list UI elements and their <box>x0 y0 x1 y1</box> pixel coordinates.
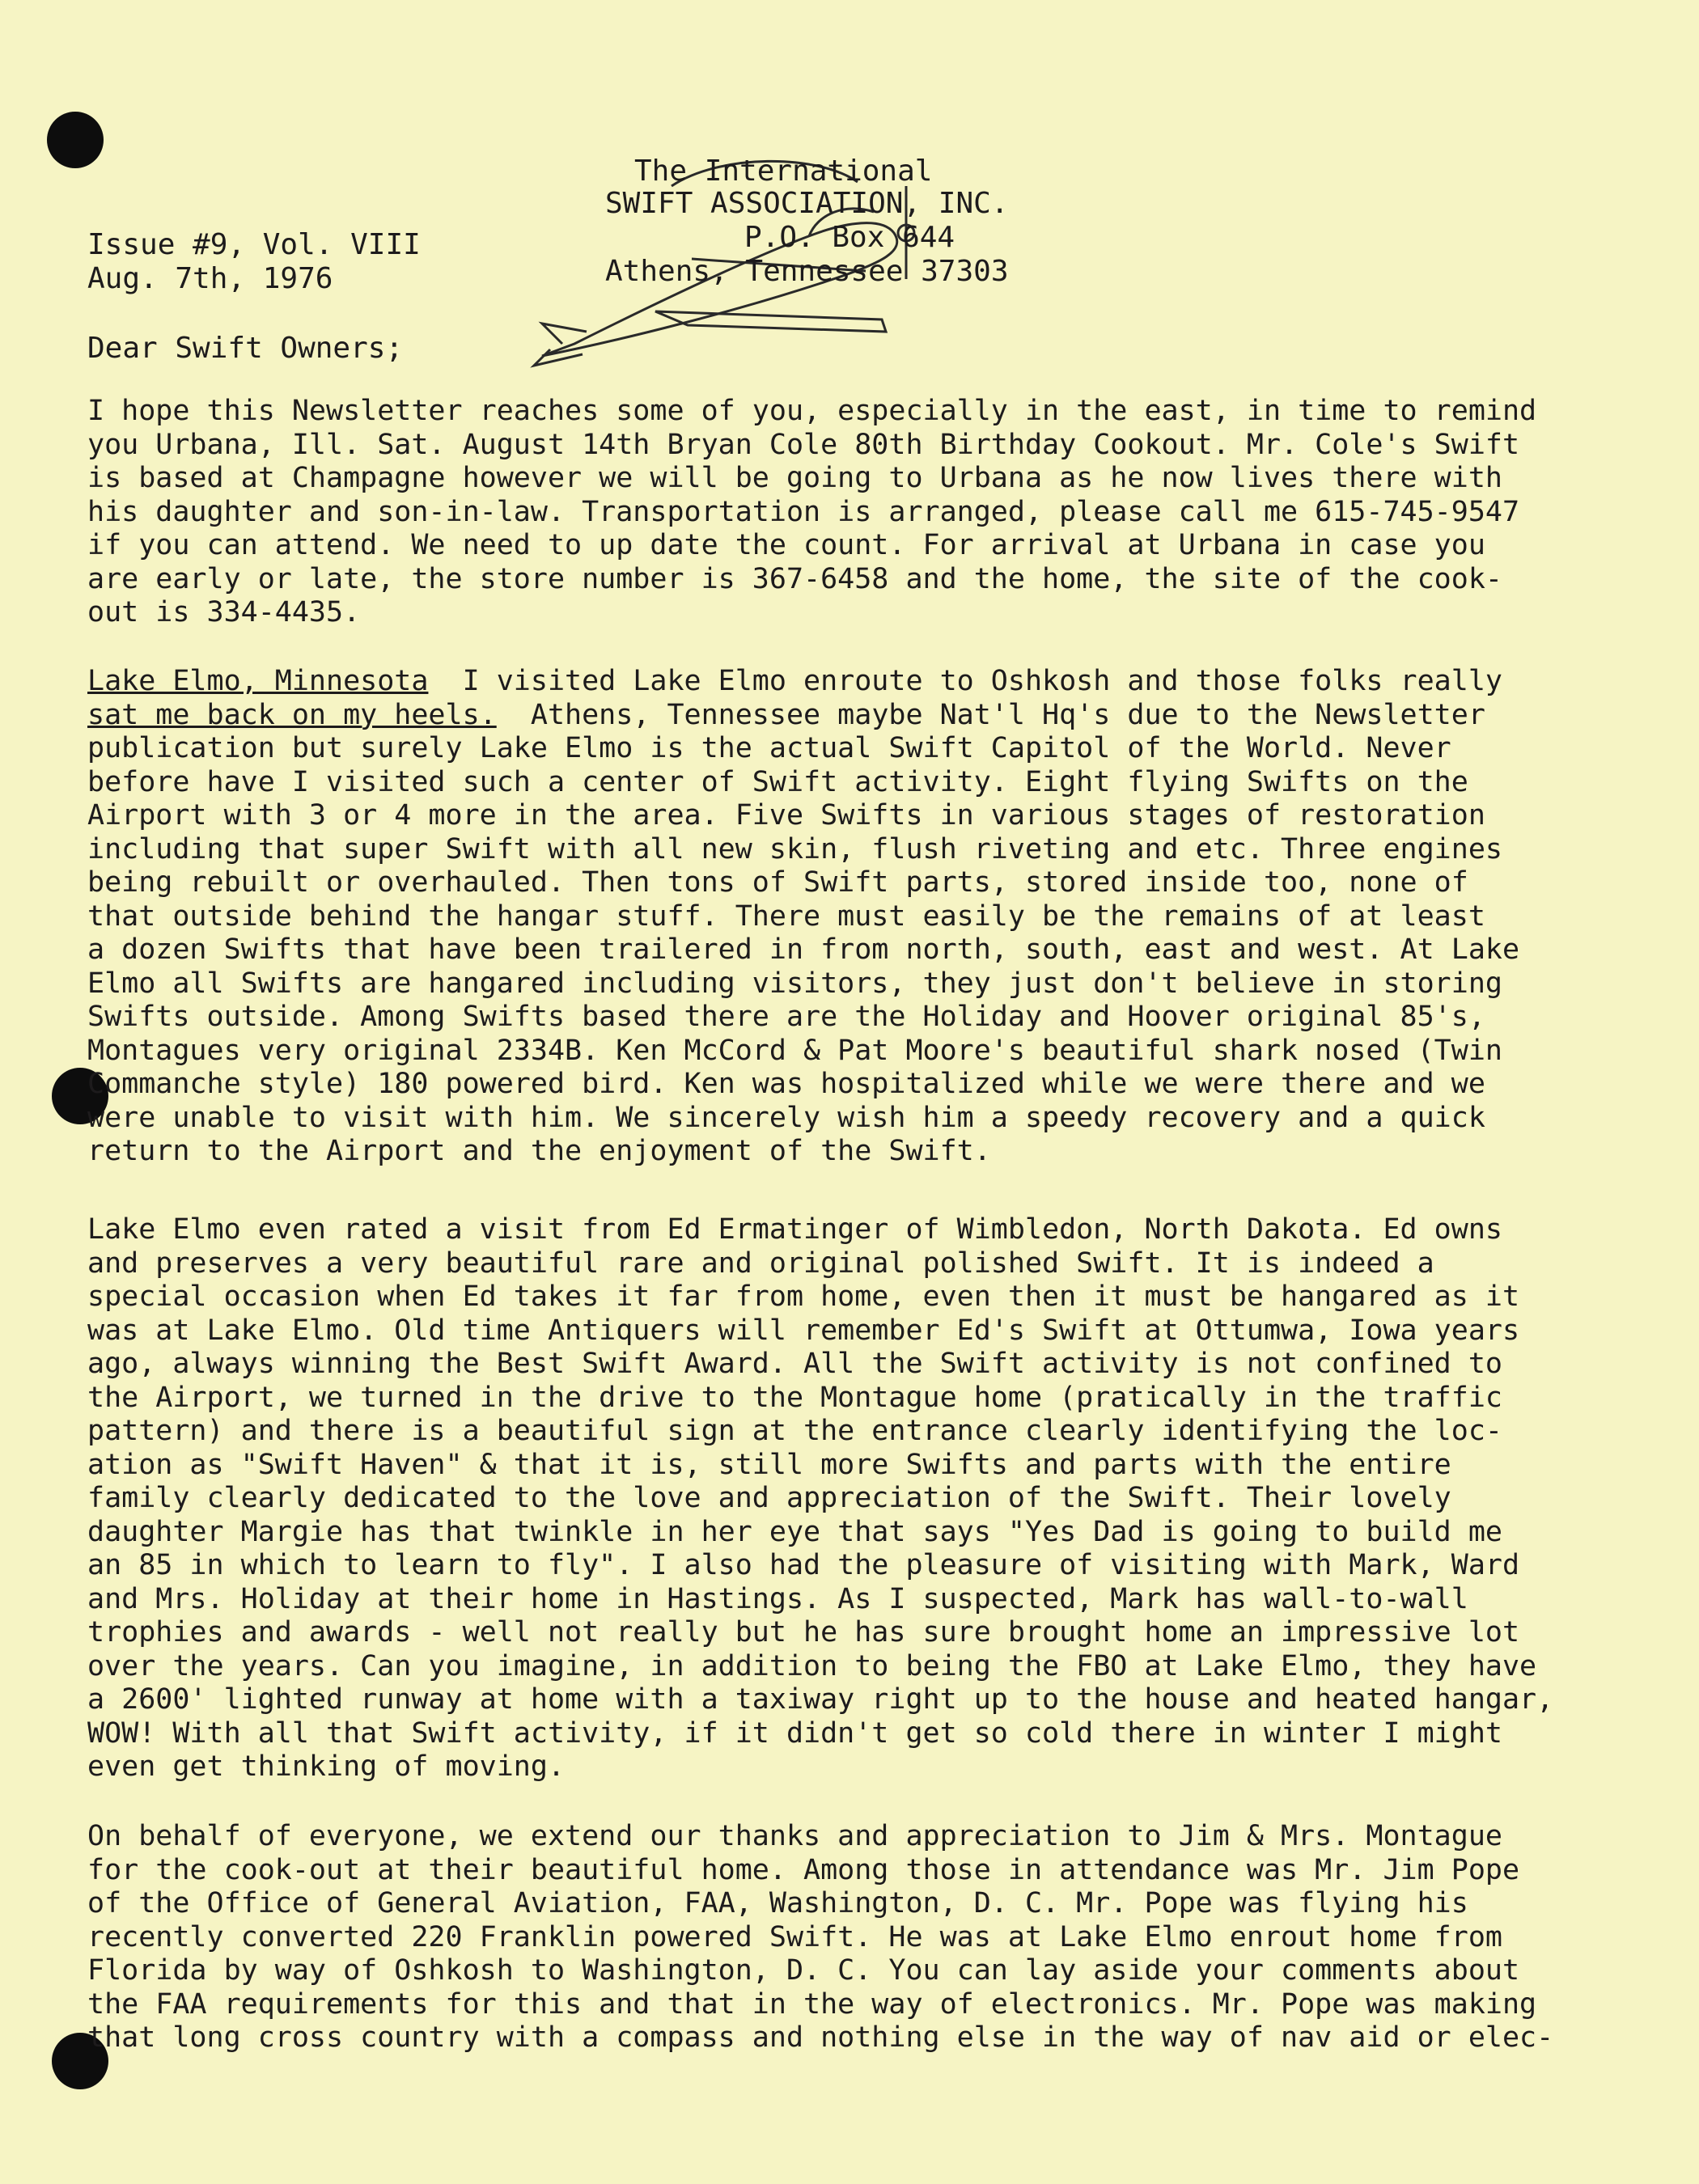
text-line: and Mrs. Holiday at their home in Hastings. As I suspected, Mark has wall-to-wall <box>87 1582 1468 1615</box>
text-line: and preserves a very beautiful rare and original polished Swift. It is indeed a <box>87 1246 1434 1280</box>
issue-info <box>87 228 421 296</box>
issue-date: Aug. 7th, 1976 <box>87 262 333 295</box>
text-line: sat me back on my heels. Athens, Tennessee maybe Nat'l Hq's due to the Newsletter <box>87 698 1485 731</box>
text-line: was at Lake Elmo. Old time Antiquers will remember Ed's Swift at Ottumwa, Iowa years <box>87 1314 1520 1347</box>
text-line: trophies and awards - well not really but he has sure brought home an impressive lot <box>87 1616 1520 1649</box>
text-line: out is 334-4435. <box>87 596 361 629</box>
text-line: for the cook-out at their beautiful home. Among those in attendance was Mr. Jim Pope <box>87 1853 1520 1886</box>
text-line: I hope this Newsletter reaches some of you, especially in the east, in time to remind <box>87 395 1537 427</box>
text-line: before have I visited such a center of Swift activity. Eight flying Swifts on the <box>87 765 1468 798</box>
text-line: the Airport, we turned in the drive to the Montague home (pratically in the traffic <box>87 1381 1502 1414</box>
text-line: Lake Elmo even rated a visit from Ed Ermatinger of Wimbledon, North Dakota. Ed owns <box>87 1213 1502 1246</box>
text-line: being rebuilt or overhauled. Then tons of Swift parts, stored inside too, none of <box>87 866 1468 899</box>
text-line: Elmo all Swifts are hangared including visitors, they just don't believe in storing <box>87 967 1502 1000</box>
text-line: Florida by way of Oshkosh to Washington, D. C. You can lay aside your comments about <box>87 1954 1520 1987</box>
text-line: daughter Margie has that twinkle in her eye that says "Yes Dad is going to build me <box>87 1515 1502 1548</box>
text-line: Lake Elmo, Minnesota I visited Lake Elmo enroute to Oshkosh and those folks really <box>87 665 1502 697</box>
letterhead <box>526 138 1011 380</box>
section-heading: Lake Elmo, Minnesota <box>87 665 429 697</box>
text-line: Montagues very original 2334B. Ken McCord & Pat Moore's beautiful shark nosed (Twin <box>87 1034 1502 1067</box>
text-line: Airport with 3 or 4 more in the area. Five Swifts in various stages of restoration <box>87 799 1485 832</box>
text-line: over the years. Can you imagine, in addition to being the FBO at Lake Elmo, they have <box>87 1649 1537 1682</box>
text-line: pattern) and there is a beautiful sign at the entrance clearly identifying the loc- <box>87 1415 1502 1447</box>
paragraph-cookout <box>87 395 1608 630</box>
text-line: of the Office of General Aviation, FAA, Washington, D. C. Mr. Pope was flying his <box>87 1887 1468 1919</box>
text-line: if you can attend. We need to up date the count. For arrival at Urbana in case you <box>87 529 1485 561</box>
salutation: Dear Swift Owners; <box>87 332 404 365</box>
text-line: return to the Airport and the enjoyment of the Swift. <box>87 1135 991 1167</box>
text-line: a dozen Swifts that have been trailered in from north, south, east and west. At Lake <box>87 933 1520 966</box>
text-line: that outside behind the hangar stuff. There must easily be the remains of at least <box>87 899 1485 933</box>
letterhead-line-3: P.O. Box 644 <box>744 221 955 254</box>
paragraph-ed-ermatinger <box>87 1213 1608 1784</box>
text-line: ation as "Swift Haven" & that it is, still more Swifts and parts with the entire <box>87 1448 1451 1481</box>
paragraph-lake-elmo <box>87 665 1608 1169</box>
text-line: WOW! With all that Swift activity, if it didn't get so cold there in winter I might <box>87 1716 1502 1750</box>
text-line: were unable to visit with him. We sincerely wish him a speedy recovery and a quick <box>87 1101 1485 1134</box>
text-line: are early or late, the store number is 367-6458 and the home, the site of the cook- <box>87 562 1502 595</box>
text-line: Commanche style) 180 powered bird. Ken was hospitalized while we were there and we <box>87 1068 1485 1100</box>
text-line: the FAA requirements for this and that in the way of electronics. Mr. Pope was making <box>87 1987 1537 2021</box>
text-line: his daughter and son-in-law. Transportation is arranged, please call me 615-745-9547 <box>87 495 1520 528</box>
letterhead-line-4: Athens, Tennessee 37303 <box>605 255 1009 288</box>
letterhead-line-1: The International <box>634 154 933 188</box>
text-line: family clearly dedicated to the love and appreciation of the Swift. Their lovely <box>87 1482 1451 1514</box>
text-line: you Urbana, Ill. Sat. August 14th Bryan Cole 80th Birthday Cookout. Mr. Cole's Swift <box>87 428 1520 461</box>
text-line: even get thinking of moving. <box>87 1750 566 1783</box>
text-line: Swifts outside. Among Swifts based there are the Holiday and Hoover original 85's, <box>87 1001 1485 1033</box>
text-line: that long cross country with a compass and nothing else in the way of nav aid or elec- <box>87 2021 1554 2054</box>
text-line: including that super Swift with all new skin, flush riveting and etc. Three engines <box>87 832 1502 866</box>
punch-hole-top <box>47 112 104 168</box>
text-line: is based at Champagne however we will be going to Urbana as he now lives there with <box>87 462 1502 494</box>
text-line: publication but surely Lake Elmo is the actual Swift Capitol of the World. Never <box>87 732 1451 764</box>
text-line: recently converted 220 Franklin powered Swift. He was at Lake Elmo enrout home from <box>87 1920 1502 1953</box>
text-line: ago, always winning the Best Swift Award. All the Swift activity is not confined to <box>87 1348 1502 1380</box>
issue-number: Issue #9, Vol. VIII <box>87 228 421 261</box>
text-line: On behalf of everyone, we extend our thanks and appreciation to Jim & Mrs. Montague <box>87 1820 1502 1852</box>
paragraph-jim-pope <box>87 1820 1608 2055</box>
text-line: special occasion when Ed takes it far from home, even then it must be hangared as it <box>87 1280 1520 1313</box>
text-line: an 85 in which to learn to fly". I also had the pleasure of visiting with Mark, Ward <box>87 1549 1520 1581</box>
text-line: a 2600' lighted runway at home with a taxiway right up to the house and heated hangar, <box>87 1683 1554 1716</box>
letterhead-line-2: SWIFT ASSOCIATION, INC. <box>605 187 1009 220</box>
